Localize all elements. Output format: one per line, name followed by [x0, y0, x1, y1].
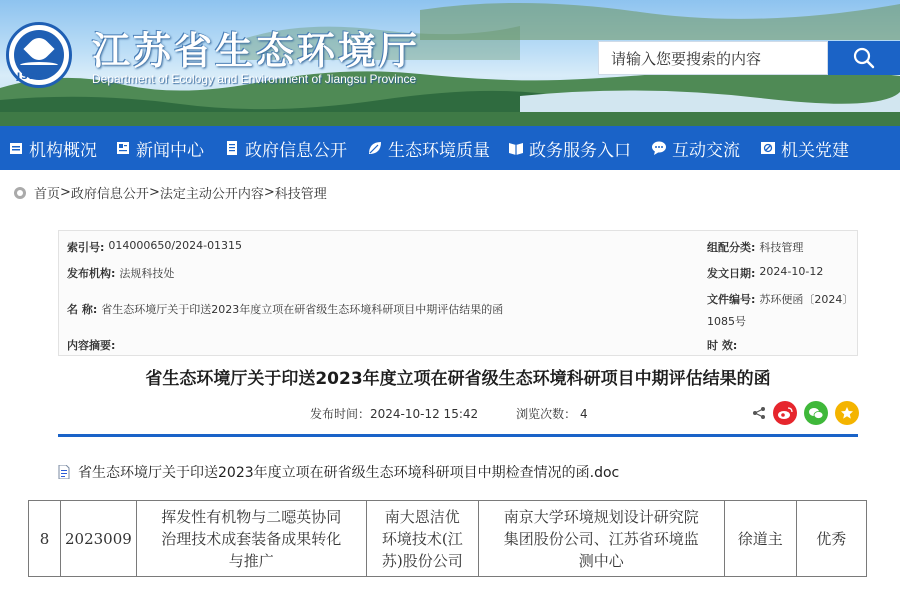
document-icon: [224, 140, 240, 156]
wechat-icon[interactable]: [804, 401, 828, 425]
table-row: [29, 501, 867, 577]
nav-label: 机关党建: [781, 140, 849, 161]
nav-label: 互动交流: [672, 140, 740, 161]
nav-item-eco-quality[interactable]: [347, 126, 490, 170]
meta-summary: 内容摘要:: [67, 339, 116, 352]
title-divider: [58, 434, 858, 437]
share-bar: [752, 401, 859, 425]
article-meta: [310, 405, 588, 422]
header-banner: [0, 0, 900, 126]
results-table: [28, 500, 867, 577]
nav-item-party[interactable]: [740, 126, 849, 170]
cell-code: 2023009: [61, 501, 137, 577]
breadcrumb: 首页 > 政府信息公开 > 法定主动公开内容 > 科技管理: [14, 183, 327, 202]
logo-text: JSEE: [16, 72, 44, 82]
search-button[interactable]: [828, 41, 900, 75]
breadcrumb-gov-info[interactable]: 政府信息公开: [70, 187, 149, 202]
meta-docno: 文件编号: 苏环便函〔2024〕: [707, 293, 854, 306]
cell-project: 挥发性有机物与二噁英协同 治理技术成套装备成果转化 与推广: [136, 501, 366, 577]
cell-unit: 南大恩洁优 环境技术(江 苏)股份公司: [366, 501, 478, 577]
site-subtitle: Department of Ecology and Environment of Jiangsu Province: [92, 72, 417, 86]
doc-file-icon: [58, 465, 70, 479]
nav-label: 生态环境质量: [388, 140, 490, 161]
meta-docno-cont: 1085号: [707, 315, 746, 328]
cell-no: 8: [29, 501, 61, 577]
meta-category: 组配分类: 科技管理: [707, 241, 804, 254]
breadcrumb-home[interactable]: 首页: [34, 187, 61, 202]
nav-item-interaction[interactable]: [631, 126, 740, 170]
search-placeholder: 请输入您要搜索的内容: [611, 49, 762, 68]
chat-icon: [651, 140, 667, 156]
main-nav: [0, 126, 900, 170]
cell-leader: 徐道主: [724, 501, 796, 577]
location-icon: [14, 187, 26, 199]
share-icon[interactable]: [752, 406, 766, 420]
meta-validity: 时 效:: [707, 339, 738, 352]
article-title: 省生态环境厅关于印送2023年度立项在研省级生态环境科研项目中期评估结果的函: [145, 369, 771, 389]
breadcrumb-statutory[interactable]: 法定主动公开内容: [159, 187, 264, 202]
weibo-icon[interactable]: [773, 401, 797, 425]
search-icon: [853, 47, 875, 69]
attachment-label: 省生态环境厅关于印送2023年度立项在研省级生态环境科研项目中期检查情况的函.doc: [78, 465, 620, 481]
institution-icon: [8, 140, 24, 156]
party-flag-icon: [760, 140, 776, 156]
breadcrumb-tech-mgmt[interactable]: 科技管理: [274, 187, 327, 202]
meta-publisher: 发布机构: 法规科技处: [67, 267, 175, 280]
meta-date: 发文日期: 2024-10-12: [707, 265, 824, 280]
attachment-link[interactable]: [58, 462, 619, 482]
nav-item-institution[interactable]: [0, 126, 97, 170]
view-count: 浏览次数： 4: [516, 407, 588, 421]
cell-result: 优秀: [796, 501, 866, 577]
publish-time: 发布时间：2024-10-12 15:42: [310, 407, 479, 421]
nav-label: 机构概况: [29, 140, 97, 161]
nav-label: 政务服务入口: [529, 140, 631, 161]
nav-label: 新闻中心: [136, 140, 204, 161]
nav-item-gov-service[interactable]: [490, 126, 631, 170]
site-title: 江苏省生态环境厅: [92, 28, 421, 73]
nav-item-gov-info[interactable]: [204, 126, 347, 170]
cell-partner: 南京大学环境规划设计研究院 集团股份公司、江苏省环境监 测中心: [478, 501, 724, 577]
qzone-icon[interactable]: [835, 401, 859, 425]
nav-item-news[interactable]: [97, 126, 204, 170]
nav-label: 政府信息公开: [245, 140, 347, 161]
book-icon: [508, 140, 524, 156]
leaf-icon: [367, 140, 383, 156]
search-input[interactable]: [598, 41, 828, 75]
meta-index: 索引号: 014000650/2024-01315: [67, 239, 243, 254]
news-icon: [115, 140, 131, 156]
document-metadata: [58, 230, 858, 356]
meta-name: 名 称: 省生态环境厅关于印送2023年度立项在研省级生态环境科研项目中期评估结果的函: [67, 303, 504, 316]
